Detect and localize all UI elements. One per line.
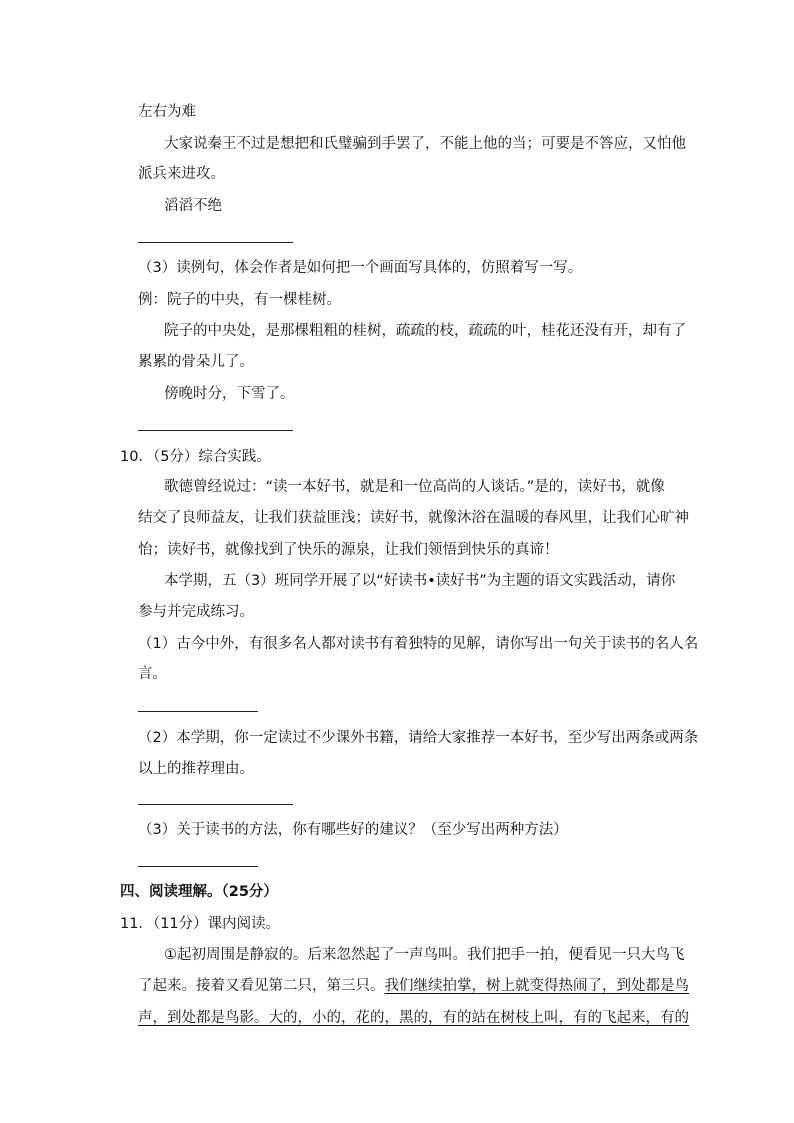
q9-part3-task: 傍晚时分，下雪了。 [164,386,295,402]
q10-para1-line3: 怡；读好书，就像找到了快乐的源泉，让我们领悟到快乐的真谛！ [138,542,559,558]
q11-para1-line2 [138,976,689,996]
q10-para2-line1: 本学期，五（3）班同学开展了以“好读书•读好书”为主题的语文实践活动，请你 [164,573,676,589]
q10-sub1-line1: （1）古今中外，有很多名人都对读书有着独特的见解，请你写出一句关于读书的名人名 [138,636,699,652]
answer-blank-q10-sub3[interactable] [138,866,258,867]
idiom-1-sentence-line1: 大家说秦王不过是想把和氏璧骗到手罢了，不能上他的当；可要是不答应，又怕他 [164,136,686,152]
q10-para1-line2: 结交了良师益友，让我们获益匪浅；读好书，就像沐浴在温暖的春风里，让我们心旷神 [138,510,689,526]
idiom-1-sentence-line2: 派兵来进攻。 [138,166,225,182]
q11-para1-line1: ①起初周围是静寂的。后来忽然起了一声鸟叫。我们把手一拍，便看见一只大鸟飞 [164,947,685,963]
q9-part3-prompt: （3）读例句，体会作者是如何把一个画面写具体的，仿照着写一写。 [138,260,583,276]
q10-sub2-line2: 以上的推荐理由。 [138,761,254,777]
q9-part3-example-line1: 院子的中央处，是那棵粗粗的桂树，疏疏的枝，疏疏的叶，桂花还没有开，却有了 [164,323,686,339]
answer-blank-idiom-2[interactable] [138,242,293,243]
q10-para2-line2: 参与并完成练习。 [138,604,254,620]
q10-sub1-line2: 言。 [138,666,167,682]
answer-blank-q10-sub1[interactable] [138,711,258,712]
q11-underlined-passage-part1: 我们继续拍掌，树上就变得热闹了，到处都是鸟 [384,978,689,994]
q9-part3-example-line2: 累累的骨朵儿了。 [138,354,254,370]
q10-sub3: （3）关于读书的方法，你有哪些好的建议？（至少写出两种方法） [138,822,568,838]
q11-header: 11．（11分）课内阅读。 [120,916,281,932]
q10-sub2-line1: （2）本学期，你一定读过不少课外书籍，请给大家推荐一本好书，至少写出两条或两条 [138,730,699,746]
q11-para1-line2-plain: 了起来。接着又看见第二只，第三只。 [138,978,385,994]
answer-blank-part3[interactable] [138,430,293,431]
idiom-2-word: 滔滔不绝 [164,198,222,214]
answer-blank-q10-sub2[interactable] [138,804,293,805]
q10-header: 10．（5分）综合实践。 [120,449,271,465]
section-4-title: 四、阅读理解。（25分） [120,884,278,900]
idiom-1-word: 左右为难 [138,104,196,120]
q11-underlined-passage-part2: 声，到处都是鸟影。大的，小的，花的，黑的，有的站在树枝上叫，有的飞起来，有的 [138,1010,689,1026]
q9-part3-example-label: 例：院子的中央，有一棵桂树。 [138,292,341,308]
q10-para1-line1: 歌德曾经说过：“读一本好书，就是和一位高尚的人谈话。”是的，读好书，就像 [164,479,665,495]
